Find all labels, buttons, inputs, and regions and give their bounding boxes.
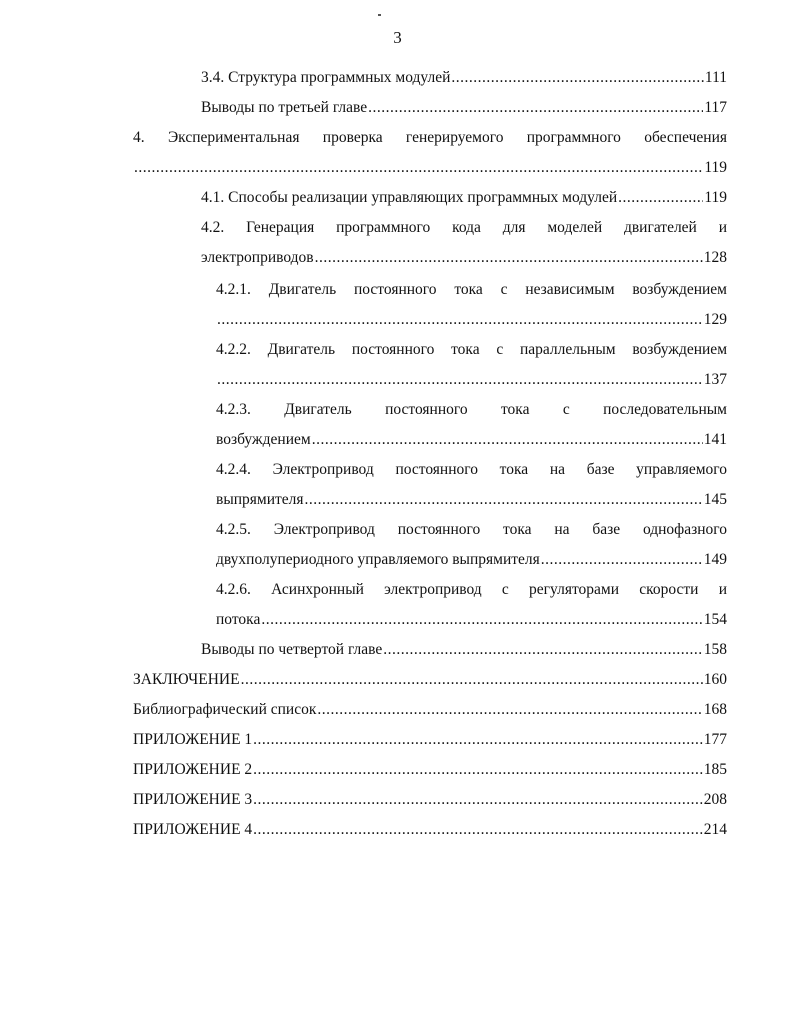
toc-entry-title: ПРИЛОЖЕНИЕ 2 [133,761,253,778]
toc-entry-title: ПРИЛОЖЕНИЕ 1 [133,731,253,748]
toc-entry[interactable] [133,158,727,178]
toc-entry[interactable] [133,700,727,720]
toc-entry-title: 4.2. Генерация программного кода для моделей двигателей и [201,219,727,236]
toc-entry-page: 149 [703,551,727,568]
toc-entry-title: Выводы по четвертой главе [201,641,383,658]
toc-leader-dots [618,188,703,208]
toc-leader-dots [312,430,703,450]
toc-entry[interactable] [216,490,727,510]
toc-leader-dots [217,310,703,330]
toc-entry-title: ПРИЛОЖЕНИЕ 4 [133,821,253,838]
toc-entry[interactable] [216,370,727,390]
toc-entry-title-line[interactable] [133,128,727,148]
toc-entry-page: 119 [704,189,727,206]
toc-entry-title: 3.4. Структура программных модулей [201,69,451,86]
toc-entry[interactable] [201,98,727,118]
toc-entry-page: 160 [703,671,727,688]
toc-entry-page: 208 [703,791,727,808]
scan-speck [378,14,381,16]
toc-leader-dots [383,640,703,660]
toc-entry-title: 4.2.2. Двигатель постоянного тока с параллельным возбуждением [216,341,727,358]
toc-entry-page: 168 [703,701,727,718]
toc-entry-page: 145 [703,491,727,508]
toc-entry-title: 4.2.6. Асинхронный электропривод с регуляторами скорости и [216,581,727,598]
toc-leader-dots [253,730,703,750]
toc-leader-dots [317,700,702,720]
page-number: 3 [393,28,402,47]
toc-entry[interactable] [133,670,727,690]
toc-entry-title-line[interactable] [216,580,727,600]
toc-leader-dots [368,98,703,118]
toc-entry-title: ПРИЛОЖЕНИЕ 3 [133,791,253,808]
toc-entry[interactable] [201,248,727,268]
toc-entry-title: Библиографический список [133,701,317,718]
toc-leader-dots [305,490,703,510]
toc-entry-page: 141 [703,431,727,448]
toc-leader-dots [134,158,703,178]
toc-entry-page: 177 [703,731,727,748]
toc-entry[interactable] [133,820,727,840]
toc-entry[interactable] [216,550,727,570]
toc-entry-title: ЗАКЛЮЧЕНИЕ [133,671,240,688]
toc-entry-page: 129 [703,311,727,328]
toc-leader-dots [541,550,703,570]
toc-leader-dots [261,610,702,630]
toc-entry[interactable] [133,760,727,780]
toc-entry[interactable] [216,610,727,630]
toc-entry-title: Выводы по третьей главе [201,99,368,116]
toc-entry-title-line[interactable] [216,340,727,360]
toc-entry-title-line[interactable] [216,400,727,420]
toc-entry[interactable] [133,790,727,810]
toc-entry-page: 185 [703,761,727,778]
toc-entry-title-cont: двухполупериодного управляемого выпрямителя [216,551,540,568]
toc-entry[interactable] [133,730,727,750]
toc-entry-page: 214 [703,821,727,838]
toc-entry-title: 4.2.5. Электропривод постоянного тока на базе однофазного [216,521,727,538]
toc-entry-title-line[interactable] [201,218,727,238]
toc-entry-title: 4.2.1. Двигатель постоянного тока с независимым возбуждением [216,281,727,298]
toc-leader-dots [241,670,703,690]
toc-entry-title: 4. Экспериментальная проверка генерируемого программного обеспечения [133,129,727,146]
toc-entry[interactable] [201,188,727,208]
toc-entry[interactable] [216,310,727,330]
toc-entry[interactable] [216,430,727,450]
toc-leader-dots [315,248,703,268]
toc-entry-page: 128 [703,249,727,266]
toc-entry-page: 119 [704,159,727,176]
toc-entry-page: 137 [703,371,727,388]
toc-entry-title: 4.1. Способы реализации управляющих программных модулей [201,189,618,206]
toc-entry[interactable] [201,68,727,88]
toc-entry-title-line[interactable] [216,520,727,540]
toc-entry-page: 117 [704,99,727,116]
toc-entry-title: 4.2.3. Двигатель постоянного тока с последовательным [216,401,727,418]
toc-leader-dots [217,370,703,390]
toc-entry-title-cont: возбуждением [216,431,311,448]
toc-entry-title-cont: электроприводов [201,249,314,266]
toc-leader-dots [253,760,703,780]
toc-entry-title-cont: выпрямителя [216,491,304,508]
toc-entry-title-line[interactable] [216,280,727,300]
toc-entry-title-line[interactable] [216,460,727,480]
toc-entry-page: 154 [703,611,727,628]
toc-entry-title: 4.2.4. Электропривод постоянного тока на базе управляемого [216,461,727,478]
toc-leader-dots [253,790,703,810]
toc-leader-dots [253,820,703,840]
toc-entry-title-cont: потока [216,611,261,628]
toc-entry-page: 158 [703,641,727,658]
toc-entry[interactable] [201,640,727,660]
toc-entry-page: 111 [704,69,727,86]
toc-leader-dots [451,68,704,88]
